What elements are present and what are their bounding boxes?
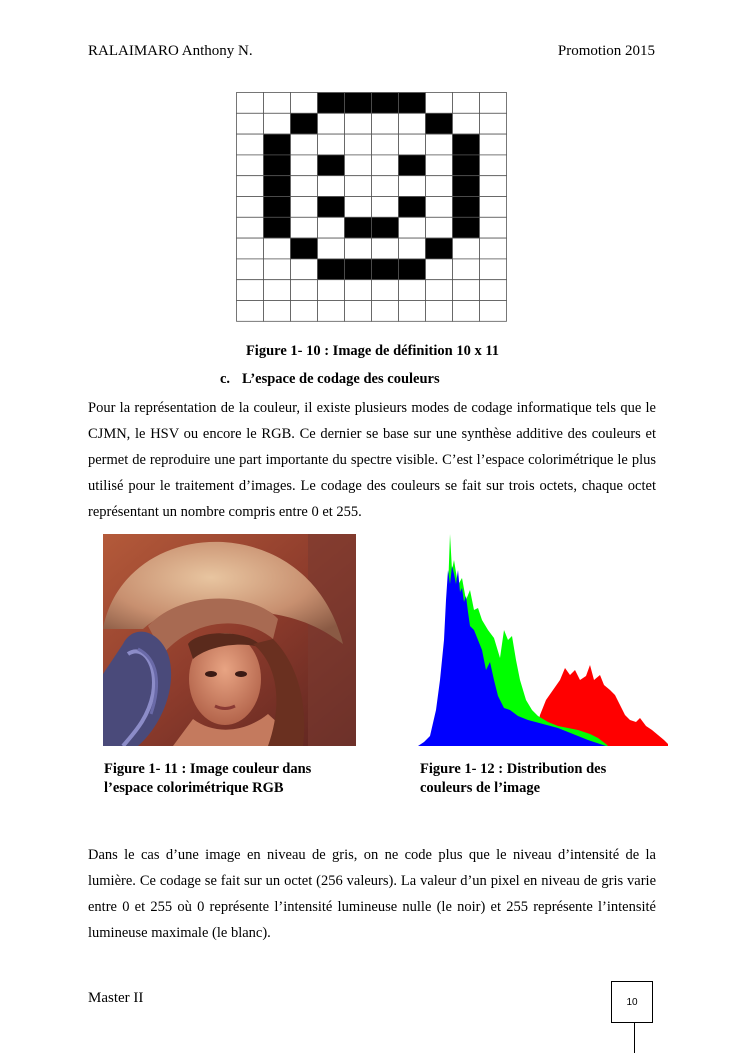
grid-pixel <box>345 93 372 114</box>
grid-pixel <box>399 197 426 218</box>
grid-pixel <box>318 155 345 176</box>
grid-pixel <box>372 217 399 238</box>
grid-pixel <box>372 301 399 322</box>
grid-pixel <box>345 217 372 238</box>
grid-pixel <box>345 155 372 176</box>
grid-pixel <box>372 113 399 134</box>
grid-pixel <box>453 217 480 238</box>
grid-pixel <box>453 301 480 322</box>
grid-pixel <box>291 176 318 197</box>
page-number: 10 <box>626 996 638 1008</box>
grid-pixel <box>291 155 318 176</box>
grid-pixel <box>291 259 318 280</box>
grid-pixel <box>291 217 318 238</box>
grid-pixel <box>264 134 291 155</box>
grid-pixel <box>291 280 318 301</box>
grid-pixel <box>291 93 318 114</box>
grid-pixel <box>291 238 318 259</box>
grid-pixel <box>399 280 426 301</box>
grid-pixel <box>345 134 372 155</box>
grid-pixel <box>264 280 291 301</box>
paragraph-grayscale: Dans le cas d’une image en niveau de gris, on ne code plus que le niveau d’intensité de la lumière. Ce codage se fait sur un octet (256 valeurs). La valeur d’un pixel en niveau de gris varie entre 0 et 255 où 0 représente l’intensité lumineuse nulle (le noir) et 255 représente l’intensité lumineuse maximale (le blanc). <box>88 847 656 941</box>
grid-pixel <box>318 176 345 197</box>
grid-pixel <box>291 197 318 218</box>
grid-pixel <box>480 238 507 259</box>
grid-pixel <box>345 238 372 259</box>
grid-pixel <box>237 301 264 322</box>
grid-pixel <box>480 259 507 280</box>
grid-pixel <box>318 93 345 114</box>
grid-pixel <box>453 176 480 197</box>
grid-pixel <box>453 134 480 155</box>
header-promotion: Promotion 2015 <box>557 43 655 59</box>
grid-pixel <box>237 134 264 155</box>
grid-pixel <box>345 113 372 134</box>
grid-pixel <box>453 93 480 114</box>
grid-pixel <box>426 134 453 155</box>
grid-pixel <box>237 259 264 280</box>
grid-pixel <box>345 197 372 218</box>
grid-pixel <box>453 155 480 176</box>
grid-pixel <box>372 93 399 114</box>
grid-pixel <box>453 197 480 218</box>
grid-pixel <box>399 155 426 176</box>
grid-pixel <box>426 197 453 218</box>
grid-pixel <box>264 155 291 176</box>
section-title <box>220 371 440 388</box>
grid-pixel <box>237 280 264 301</box>
grid-pixel <box>237 155 264 176</box>
grid-pixel <box>264 238 291 259</box>
grid-pixel <box>237 113 264 134</box>
grid-pixel <box>345 259 372 280</box>
grid-pixel <box>426 176 453 197</box>
grid-pixel <box>372 176 399 197</box>
grid-pixel <box>453 238 480 259</box>
grid-pixel <box>264 197 291 218</box>
grid-pixel <box>480 301 507 322</box>
paragraph-color-spaces: Pour la représentation de la couleur, il existe plusieurs modes de codage informatique tels que le CJMN, le HSV ou encore le RGB. Ce dernier se base sur une synthèse additive des couleurs et permet de reproduire une part importante du spectre visible. C’est l’espace colorimétrique le plus utilisé pour le traitement d’images. Le codage des couleurs se fait sur trois octets, chaque octet représentant un nombre compris entre 0 et 255. <box>88 400 656 520</box>
grid-pixel <box>426 217 453 238</box>
figure-1-12-caption: Figure 1- 12 : Distribution des couleurs de l’image <box>420 761 607 796</box>
rgb-histogram <box>418 530 670 748</box>
grid-pixel <box>399 301 426 322</box>
grid-pixel <box>426 259 453 280</box>
grid-pixel <box>237 176 264 197</box>
grid-pixel <box>372 259 399 280</box>
grid-pixel <box>318 259 345 280</box>
header-author: RALAIMARO Anthony N. <box>88 43 253 59</box>
grid-pixel <box>237 93 264 114</box>
grid-pixel <box>453 113 480 134</box>
grid-pixel <box>480 93 507 114</box>
grid-pixel <box>372 238 399 259</box>
grid-pixel <box>291 113 318 134</box>
grid-pixel <box>480 134 507 155</box>
grid-pixel <box>318 113 345 134</box>
figure-1-11-caption: Figure 1- 11 : Image couleur dans l’espace colorimétrique RGB <box>104 761 312 796</box>
grid-pixel <box>453 280 480 301</box>
grid-pixel <box>399 238 426 259</box>
grid-pixel <box>480 176 507 197</box>
grid-pixel <box>264 259 291 280</box>
grid-pixel <box>345 176 372 197</box>
grid-pixel <box>480 217 507 238</box>
grid-pixel <box>237 197 264 218</box>
page-number-connector <box>634 1023 635 1053</box>
grid-pixel <box>426 93 453 114</box>
grid-pixel <box>237 217 264 238</box>
grid-pixel <box>291 134 318 155</box>
grid-pixel <box>426 301 453 322</box>
section-number: c. <box>220 371 231 387</box>
grid-pixel <box>399 259 426 280</box>
grid-pixel <box>318 134 345 155</box>
grid-pixel <box>372 134 399 155</box>
grid-pixel <box>480 197 507 218</box>
grid-pixel <box>399 113 426 134</box>
grid-pixel <box>372 280 399 301</box>
pixel-grid-figure <box>236 92 508 322</box>
grid-pixel <box>264 93 291 114</box>
section-title-text: L’espace de codage des couleurs <box>242 371 440 387</box>
grid-pixel <box>264 176 291 197</box>
grid-pixel <box>318 238 345 259</box>
grid-pixel <box>264 217 291 238</box>
grid-pixel <box>318 217 345 238</box>
grid-pixel <box>426 113 453 134</box>
grid-pixel <box>372 155 399 176</box>
grid-pixel <box>480 155 507 176</box>
page-number-box <box>611 981 653 1023</box>
grid-pixel <box>264 113 291 134</box>
grid-pixel <box>399 176 426 197</box>
grid-pixel <box>264 301 291 322</box>
grid-pixel <box>426 280 453 301</box>
grid-pixel <box>372 197 399 218</box>
grid-pixel <box>453 259 480 280</box>
grid-pixel <box>345 280 372 301</box>
lena-color-photo <box>103 534 356 746</box>
grid-pixel <box>480 280 507 301</box>
grid-pixel <box>399 93 426 114</box>
grid-pixel <box>291 301 318 322</box>
figure-1-10-caption: Figure 1- 10 : Image de définition 10 x 11 <box>245 343 500 359</box>
grid-pixel <box>399 134 426 155</box>
grid-pixel <box>426 238 453 259</box>
footer-master: Master II <box>88 990 144 1006</box>
grid-pixel <box>426 155 453 176</box>
grid-pixel <box>480 113 507 134</box>
grid-pixel <box>318 197 345 218</box>
grid-pixel <box>345 301 372 322</box>
grid-pixel <box>318 280 345 301</box>
grid-pixel <box>237 238 264 259</box>
grid-pixel <box>318 301 345 322</box>
grid-pixel <box>399 217 426 238</box>
